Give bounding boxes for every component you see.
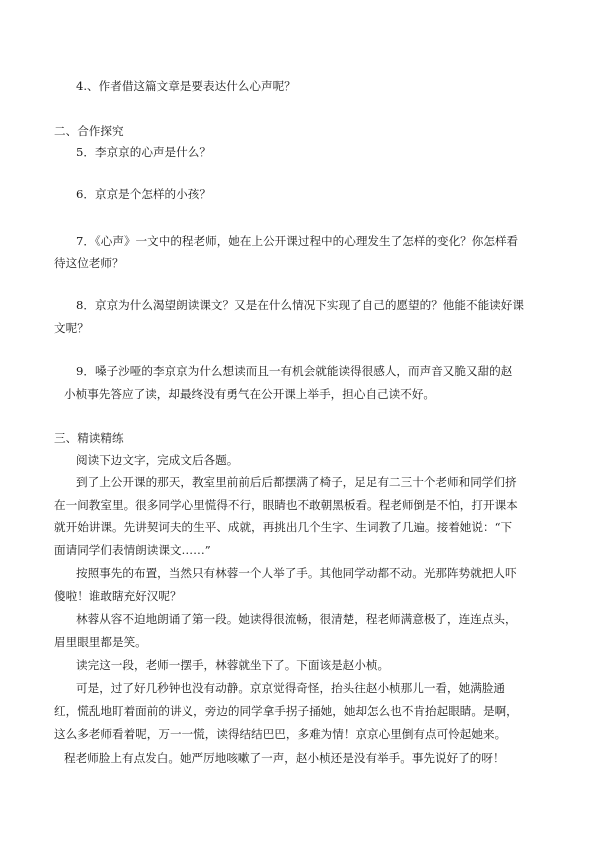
passage-line: 傻啦！谁敢瞎充好汉呢？ xyxy=(54,589,182,603)
passage-line: 程老师脸上有点发白。她严厉地咳嗽了一声，赵小桢还是没有举手。事先说好了的呀！ xyxy=(64,751,505,765)
passage-line: 面请同学们表情朗读课文……” xyxy=(54,543,211,557)
passage-line: 就开始讲课。先讲契诃夫的生平、成就，再挑出几个生字、生词教了几遍。接着她说：“下 xyxy=(54,520,513,534)
reading-instruction: 阅读下边文字，完成文后各题。 xyxy=(76,453,239,467)
passage-line: 这么多老师看着呢，万一一慌，读得结结巴巴，多难为情！京京心里倒有点可怜起她来。 xyxy=(54,727,507,741)
question-7-line-2: 待这位老师？ xyxy=(54,256,124,270)
question-5: 5．李京京的心声是什么？ xyxy=(76,145,211,159)
passage-line: 读完这一段，老师一摆手，林蓉就坐下了。下面该是赵小桢。 xyxy=(76,658,390,672)
passage-line: 在一间教室里。很多同学心里慌得不行，眼睛也不敢朝黑板看。程老师倒是不怕，打开课本 xyxy=(54,498,518,512)
question-7-line-1: 7．《心声》一文中的程老师，她在上公开课过程中的心理发生了怎样的变化？你怎样看 xyxy=(76,234,519,248)
question-6: 6．京京是个怎样的小孩？ xyxy=(76,187,211,201)
passage-line: 按照事先的布置，当然只有林蓉一个人举了手。其他同学动都不动。光那阵势就把人吓 xyxy=(76,566,517,580)
passage-line: 到了上公开课的那天，教室里前前后后都摆满了椅子，足足有二三十个老师和同学们挤 xyxy=(76,475,517,489)
question-9-line-1: 9．嗓子沙哑的李京京为什么想读而且一有机会就能读得很感人，而声音又脆又甜的赵 xyxy=(76,364,513,378)
passage-line: 红，慌乱地盯着面前的讲义，旁边的同学拿手拐子捅她，她却怎么也不肯抬起眼睛。是啊， xyxy=(54,704,518,718)
passage-line: 林蓉从容不迫地朗诵了第一段。她读得很流畅，很清楚，程老师满意极了，连连点头， xyxy=(76,612,517,626)
passage-line: 眉里眼里都是笑。 xyxy=(54,635,147,649)
question-8-line-2: 文呢？ xyxy=(54,321,89,335)
question-9-line-2: 小桢事先答应了读，却最终没有勇气在公开课上举手，担心自己读不好。 xyxy=(64,387,436,401)
question-4: 4.、作者借这篇文章是要表达什么心声呢？ xyxy=(76,79,296,93)
section-heading-close-reading: 三、精读精练 xyxy=(54,431,124,445)
question-8-line-1: 8．京京为什么渴望朗读课文？又是在什么情况下实现了自己的愿望的？他能不能读好课 xyxy=(76,298,524,312)
passage-line: 可是，过了好几秒钟也没有动静。京京觉得奇怪，抬头往赵小桢那儿一看，她满脸通 xyxy=(76,681,505,695)
section-heading-cooperative: 二、合作探究 xyxy=(54,124,124,138)
